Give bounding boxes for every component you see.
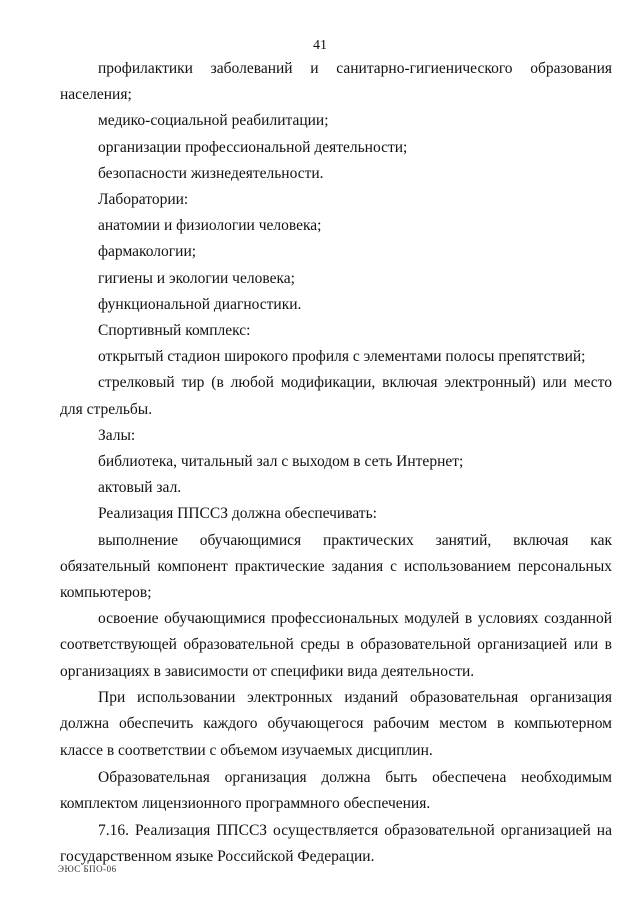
paragraph-anatomy: анатомии и физиологии человека; — [98, 217, 322, 235]
paragraph-practical-classes: выполнение обучающимися практических занятий, включая как обязательный компонент практические задания с использованием персональных компьютеров; — [60, 531, 612, 602]
heading-sports-complex: Спортивный комплекс: — [98, 322, 251, 340]
paragraph-life-safety: безопасности жизнедеятельности. — [98, 164, 324, 182]
document-body — [60, 56, 612, 871]
paragraph-licensed-software: Образовательная организация должна быть обеспечена необходимым комплектом лицензионного программного обеспечения. — [60, 768, 612, 813]
heading-halls: Залы: — [98, 426, 136, 444]
paragraph-prevention: профилактики заболеваний и санитарно-гигиенического образования населения; — [60, 60, 612, 104]
heading-implementation: Реализация ППССЗ должна обеспечивать: — [98, 505, 377, 523]
footer-code: ЭЮС БПО-06 — [58, 864, 117, 874]
paragraph-professional-activity: организации профессиональной деятельности; — [98, 138, 408, 156]
paragraph-rehabilitation: медико-социальной реабилитации; — [98, 112, 329, 130]
paragraph-pharmacology: фармакологии; — [98, 243, 197, 261]
paragraph-assembly-hall: актовый зал. — [98, 479, 182, 497]
paragraph-state-language: 7.16. Реализация ППССЗ осуществляется образовательной организацией на государственном языке Российской Федерации. — [60, 821, 612, 866]
paragraph-hygiene: гигиены и экологии человека; — [98, 269, 295, 287]
paragraph-stadium: открытый стадион широкого профиля с элементами полосы препятствий; — [98, 348, 586, 366]
heading-laboratories: Лаборатории: — [98, 191, 189, 209]
paragraph-diagnostics: функциональной диагностики. — [98, 295, 302, 313]
paragraph-library: библиотека, читальный зал с выходом в сеть Интернет; — [98, 453, 464, 471]
paragraph-electronic-editions: При использовании электронных изданий образовательная организация должна обеспечить каждого обучающегося рабочим местом в компьютерном классе в соответствии с объемом изучаемых дисциплин. — [60, 688, 612, 760]
paragraph-shooting-range: стрелковый тир (в любой модификации, включая электронный) или место для стрельбы. — [60, 374, 612, 418]
page-number: 41 — [313, 38, 327, 53]
paragraph-professional-modules: освоение обучающимися профессиональных модулей в условиях созданной соответствующей образовательной среды в образовательной организацией или в организациях в зависимости от специфики вида деятельности. — [60, 610, 612, 680]
